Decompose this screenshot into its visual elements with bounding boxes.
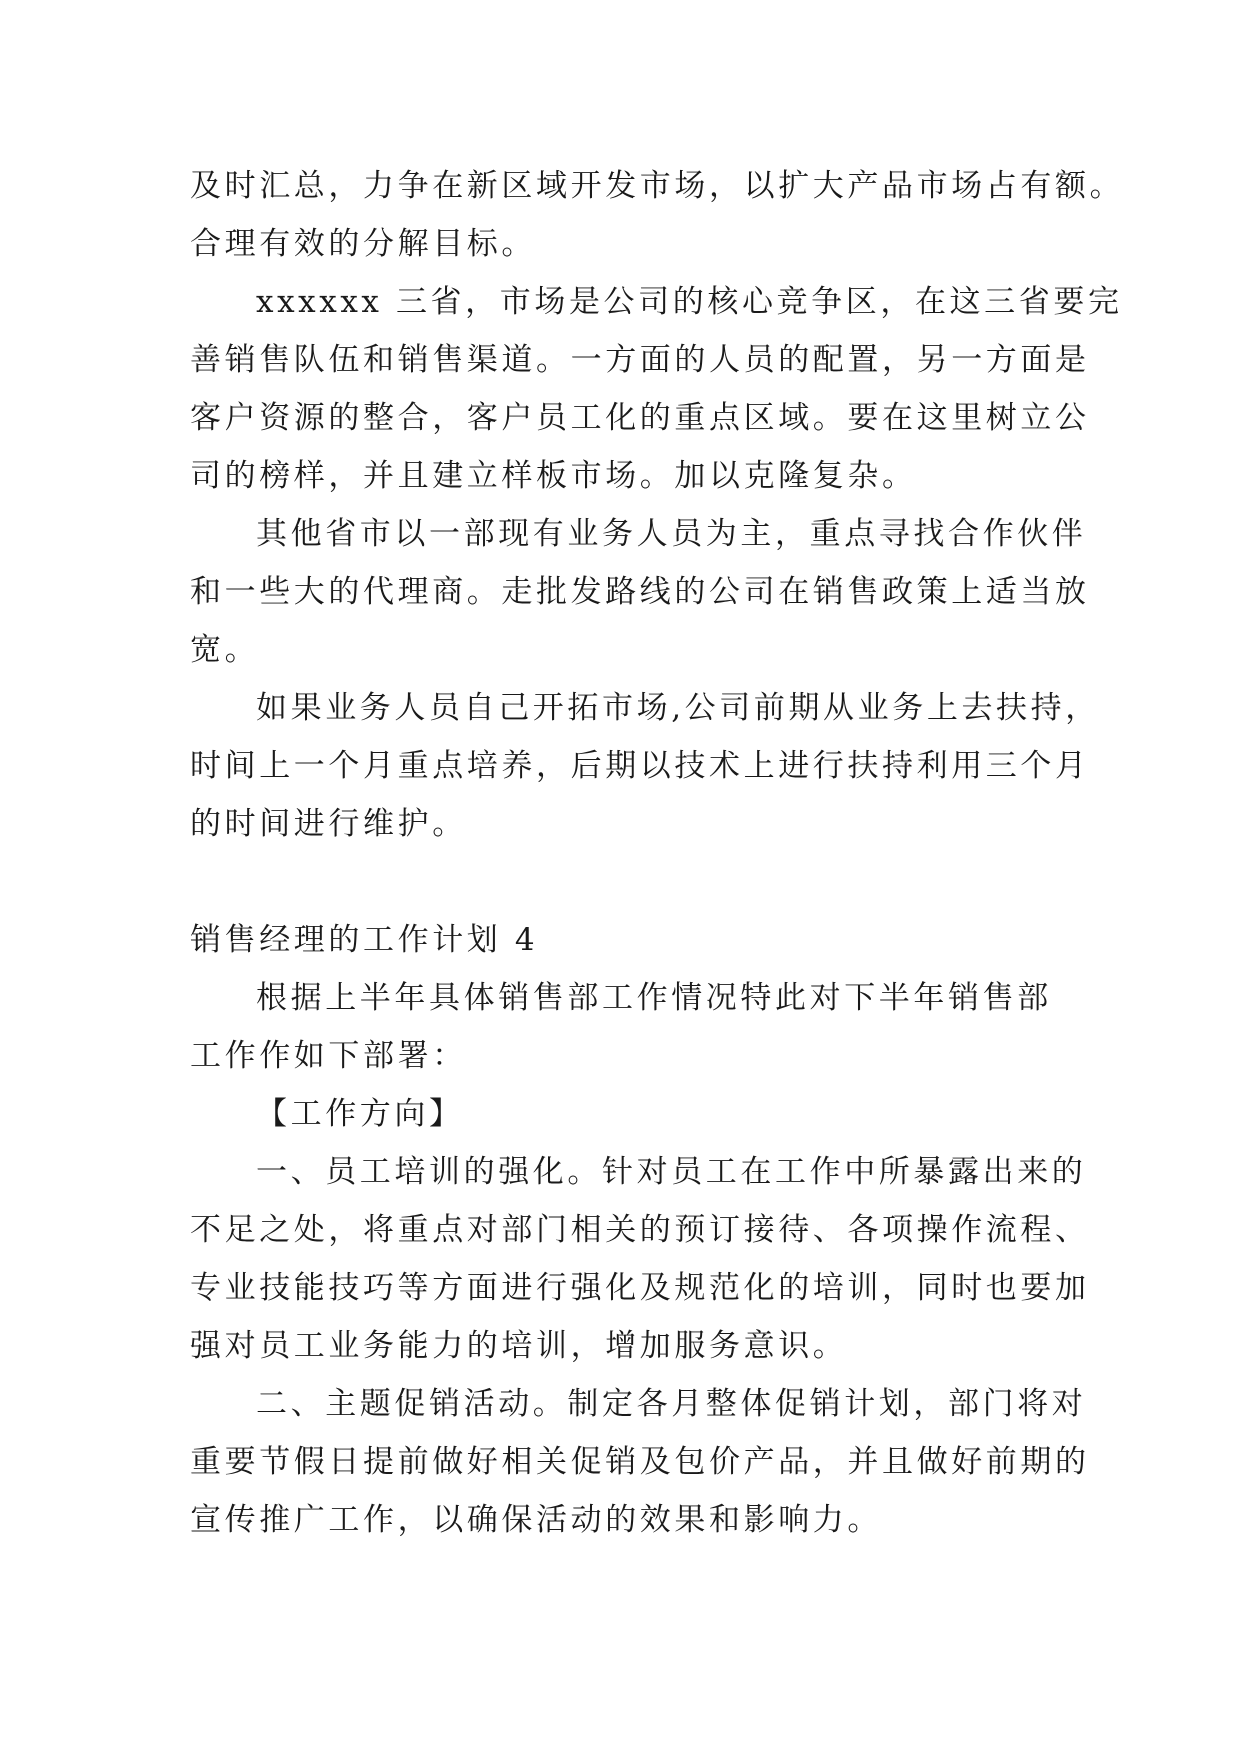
paragraph-start-line: 根据上半年具体销售部工作情况特此对下半年销售部 [256,980,1052,1016]
paragraph-start-line: 一、员工培训的强化。针对员工在工作中所暴露出来的 [256,1154,1087,1190]
document-body [190,157,1125,1549]
body-line: 不足之处，将重点对部门相关的预订接待、各项操作流程、 [190,1212,1090,1248]
section-gap [190,853,1065,911]
paragraph-start-line: xxxxxx 三省，市场是公司的核心竞争区，在这三省要完 [256,284,1123,320]
section-title: 销售经理的工作计划 4 [190,922,539,958]
paragraph-start-line: 二、主题促销活动。制定各月整体促销计划，部门将对 [256,1386,1087,1422]
body-line: 宣传推广工作，以确保活动的效果和影响力。 [190,1502,882,1538]
body-line: 和一些大的代理商。走批发路线的公司在销售政策上适当放 [190,574,1090,610]
body-line: 重要节假日提前做好相关促销及包价产品，并且做好前期的 [190,1444,1090,1480]
body-line: 专业技能技巧等方面进行强化及规范化的培训，同时也要加 [190,1270,1090,1306]
body-line: 司的榜样，并且建立样板市场。加以克隆复杂。 [190,458,917,494]
paragraph-start-line: 其他省市以一部现有业务人员为主，重点寻找合作伙伴 [256,516,1087,552]
body-line: 及时汇总，力争在新区域开发市场，以扩大产品市场占有额。 [190,168,1125,204]
body-line: 合理有效的分解目标。 [190,226,536,262]
body-line: 的时间进行维护。 [190,806,467,842]
body-line: 时间上一个月重点培养，后期以技术上进行扶持利用三个月 [190,748,1090,784]
body-line: 工作作如下部署： [190,1038,467,1074]
body-line: 宽。 [190,632,260,668]
paragraph-start-line: 如果业务人员自己开拓市场,公司前期从业务上去扶持， [256,690,1100,726]
subheading-line: 【工作方向】 [256,1096,464,1132]
body-line: 善销售队伍和销售渠道。一方面的人员的配置，另一方面是 [190,342,1090,378]
body-line: 强对员工业务能力的培训，增加服务意识。 [190,1328,848,1364]
body-line: 客户资源的整合，客户员工化的重点区域。要在这里树立公 [190,400,1090,436]
